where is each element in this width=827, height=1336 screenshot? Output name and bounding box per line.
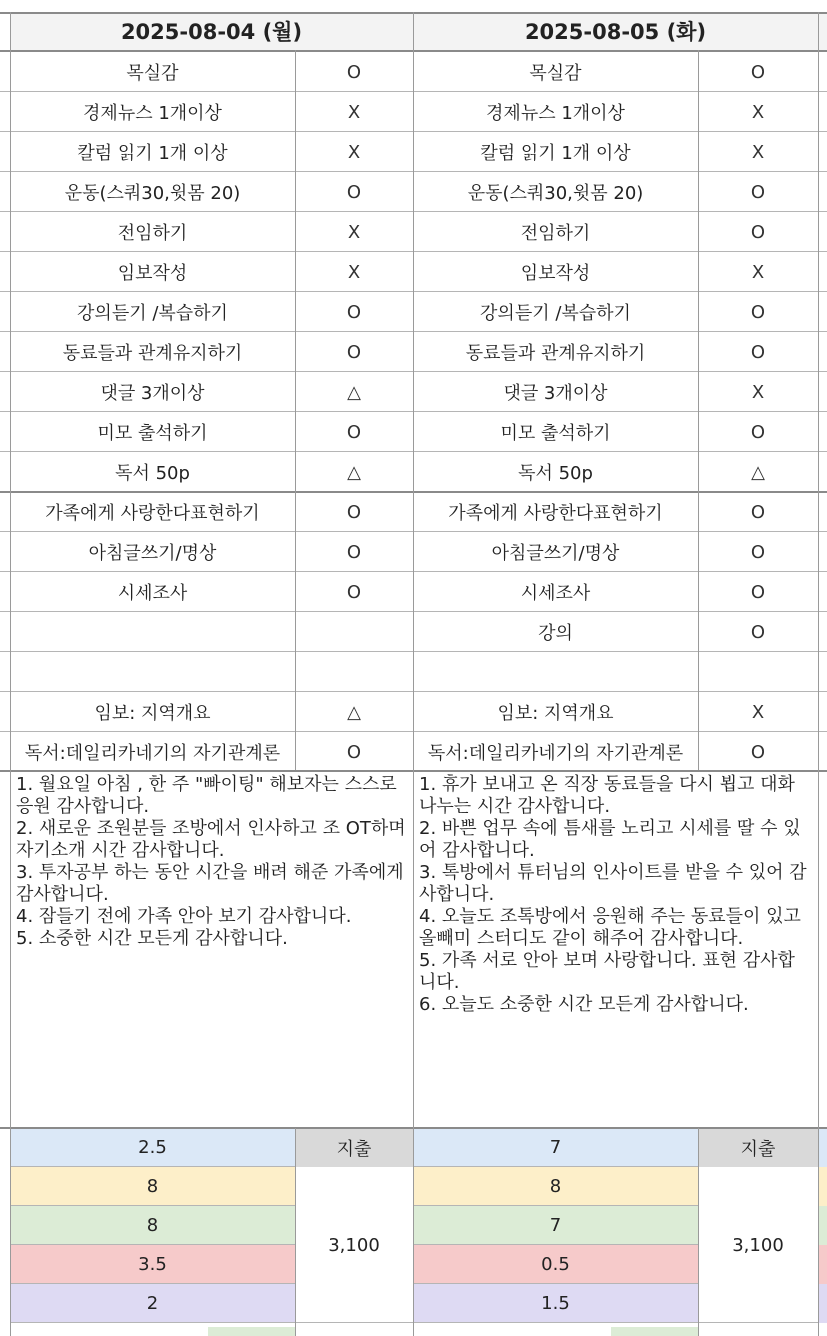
grid-line-horizontal [413,1244,698,1245]
task-name-cell[interactable]: 아침글쓰기/명상 [491,543,620,564]
task-status-cell[interactable]: O [750,621,766,643]
task-name-cell[interactable] [413,652,698,692]
task-status-cell[interactable]: O [346,341,362,363]
task-status-cell[interactable]: O [750,581,766,603]
gratitude-line: 3. 투자공부 하는 동안 시간을 배려 해준 가족에게 감사합니다. [16,862,404,905]
grid-line-horizontal [10,1205,295,1206]
task-name-cell[interactable]: 임보: 지역개요 [497,703,614,724]
time-value-cell[interactable]: 1.5 [413,1284,698,1323]
gratitude-line: 2. 바쁜 업무 속에 틈새를 노리고 시세를 딸 수 있어 감사합니다. [419,818,801,861]
grid-line-horizontal [10,1283,295,1284]
task-name-cell[interactable]: 칼럼 읽기 1개 이상 [480,143,631,164]
gratitude-notes-cell[interactable] [10,772,413,1127]
gratitude-line: 5. 소중한 시간 모든게 감사합니다. [16,928,288,949]
grid-line-horizontal [10,1244,295,1245]
time-value-cell[interactable]: 8 [413,1167,698,1206]
gratitude-line: 2. 새로운 조원분들 조방에서 인사하고 조 OT하며 자기소개 시간 감사합니다. [16,818,406,861]
task-status-cell[interactable] [698,652,818,692]
time-value-cell[interactable]: 2 [10,1284,295,1323]
grid-line-vertical [413,12,414,1336]
grid-line-horizontal [10,1166,295,1167]
task-name-cell[interactable]: 전임하기 [520,223,591,244]
task-status-cell[interactable]: X [751,101,765,123]
time-value-cell[interactable]: 7 [413,1206,698,1245]
task-status-cell[interactable]: O [346,61,362,83]
grid-line-vertical [295,50,296,770]
grid-line-vertical [818,12,819,1336]
task-status-cell[interactable]: X [347,261,361,283]
task-name-cell[interactable]: 전임하기 [117,223,188,244]
next-day-edge-cell [818,1128,827,1167]
task-name-cell[interactable]: 임보작성 [117,263,188,284]
grid-line-horizontal [413,1166,698,1167]
task-status-cell[interactable]: O [346,501,362,523]
time-value-cell[interactable]: 8 [10,1206,295,1245]
task-name-cell[interactable] [10,612,295,652]
expense-value-cell[interactable]: 3,100 [698,1167,818,1323]
task-status-cell[interactable] [295,612,413,652]
task-name-cell[interactable]: 칼럼 읽기 1개 이상 [77,143,228,164]
task-name-cell[interactable]: 동료들과 관계유지하기 [465,343,646,364]
grid-line-vertical [10,12,11,1336]
time-total-cell[interactable]: 2.5 [10,1128,295,1167]
grid-line-vertical [698,50,699,770]
task-status-cell[interactable]: O [750,501,766,523]
task-name-cell[interactable]: 미모 출석하기 [500,423,611,444]
grid-line-horizontal [413,1283,698,1284]
task-status-cell[interactable]: O [346,181,362,203]
task-name-cell[interactable]: 임보: 지역개요 [94,703,211,724]
grid-line-vertical [698,1128,699,1336]
task-status-cell[interactable]: O [346,541,362,563]
task-status-cell[interactable]: △ [347,381,361,403]
task-name-cell[interactable]: 강의듣기 /복습하기 [480,303,631,324]
task-status-cell[interactable]: O [750,61,766,83]
task-status-cell[interactable]: O [346,581,362,603]
gratitude-line: 1. 월요일 아침 , 한 주 "빠이팅" 해보자는 스스로 응원 감사합니다. [16,774,397,817]
gratitude-line: 1. 휴가 보내고 온 직장 동료들을 다시 뵙고 대화 나누는 시간 감사합니다. [419,774,795,817]
next-day-edge-cell [818,1284,827,1323]
task-name-cell[interactable]: 강의듣기 /복습하기 [77,303,228,324]
grid-line-horizontal [10,1322,413,1323]
day-header-date[interactable]: 2025-08-05 (화) [413,12,818,50]
task-name-cell[interactable]: 독서 50p [518,463,593,484]
grid-line-vertical [295,1128,296,1336]
task-name-cell[interactable]: 독서:데일리카네기의 자기관계론 [427,743,684,764]
task-name-cell[interactable] [10,652,295,692]
task-status-cell[interactable]: X [751,381,765,403]
task-status-cell[interactable]: O [750,221,766,243]
task-status-cell[interactable]: O [750,541,766,563]
time-value-cell[interactable]: 0.5 [413,1245,698,1284]
task-status-cell[interactable] [295,652,413,692]
task-name-cell[interactable]: 아침글쓰기/명상 [88,543,217,564]
time-total-cell[interactable]: 7 [413,1128,698,1167]
task-name-cell[interactable]: 강의 [538,623,573,644]
task-name-cell[interactable]: 경제뉴스 1개이상 [83,103,222,124]
expense-value-cell[interactable]: 3,100 [295,1167,413,1323]
task-name-cell[interactable]: 시세조사 [117,583,188,604]
gratitude-line: 6. 오늘도 소중한 시간 모든게 감사합니다. [419,994,749,1015]
task-name-cell[interactable]: 목실감 [126,63,179,84]
task-status-cell[interactable]: X [347,141,361,163]
task-name-cell[interactable]: 시세조사 [520,583,591,604]
task-name-cell[interactable]: 가족에게 사랑한다표현하기 [448,503,663,524]
task-name-cell[interactable]: 독서 50p [115,463,190,484]
task-name-cell[interactable]: 경제뉴스 1개이상 [486,103,625,124]
gratitude-line: 3. 톡방에서 튜터님의 인사이트를 받을 수 있어 감사합니다. [419,862,807,905]
task-status-cell[interactable]: O [750,181,766,203]
task-name-cell[interactable]: 댓글 3개이상 [100,383,205,404]
next-day-edge-cell [818,1167,827,1206]
task-status-cell[interactable]: △ [751,461,765,483]
task-status-cell[interactable]: O [346,421,362,443]
next-day-column-edge [818,12,827,50]
grid-line-horizontal [413,1205,698,1206]
day-header-date[interactable]: 2025-08-04 (월) [10,12,413,50]
gratitude-line: 4. 오늘도 조톡방에서 응원해 주는 동료들이 있고 올빼미 스터디도 같이 해주어 감사합니다. [419,906,801,949]
task-status-cell[interactable]: X [751,141,765,163]
task-status-cell[interactable]: O [346,301,362,323]
task-status-cell[interactable]: △ [347,461,361,483]
task-status-cell[interactable]: X [751,261,765,283]
task-name-cell[interactable]: 독서:데일리카네기의 자기관계론 [24,743,281,764]
task-status-cell[interactable]: △ [347,701,361,723]
gratitude-line: 5. 가족 서로 안아 보며 사랑합니다. 표현 감사합니다. [419,950,795,993]
task-name-cell[interactable]: 댓글 3개이상 [503,383,608,404]
task-status-cell[interactable]: X [347,101,361,123]
task-status-cell[interactable]: O [750,421,766,443]
task-status-cell[interactable]: O [750,301,766,323]
next-day-edge-cell [818,1245,827,1284]
task-status-cell[interactable]: X [347,221,361,243]
task-name-cell[interactable]: 미모 출석하기 [97,423,208,444]
task-name-cell[interactable]: 운동(스쿼30,윗몸 20) [467,183,644,204]
partial-bottom-cell [208,1327,295,1336]
task-name-cell[interactable]: 동료들과 관계유지하기 [62,343,243,364]
time-value-cell[interactable]: 3.5 [10,1245,295,1284]
task-name-cell[interactable]: 임보작성 [520,263,591,284]
task-name-cell[interactable]: 가족에게 사랑한다표현하기 [45,503,260,524]
expense-label-cell[interactable]: 지출 [698,1128,818,1167]
grid-line-horizontal [413,1322,818,1323]
task-name-cell[interactable]: 운동(스쿼30,윗몸 20) [64,183,241,204]
time-value-cell[interactable]: 8 [10,1167,295,1206]
task-name-cell[interactable]: 목실감 [529,63,582,84]
next-day-edge-cell [818,1206,827,1245]
expense-label-cell[interactable]: 지출 [295,1128,413,1167]
gratitude-line: 4. 잠들기 전에 가족 안아 보기 감사합니다. [16,906,352,927]
task-status-cell[interactable]: O [750,741,766,763]
task-status-cell[interactable]: O [750,341,766,363]
task-status-cell[interactable]: O [346,741,362,763]
partial-bottom-cell [611,1327,698,1336]
gratitude-notes-cell[interactable] [413,772,818,1127]
task-status-cell[interactable]: X [751,701,765,723]
